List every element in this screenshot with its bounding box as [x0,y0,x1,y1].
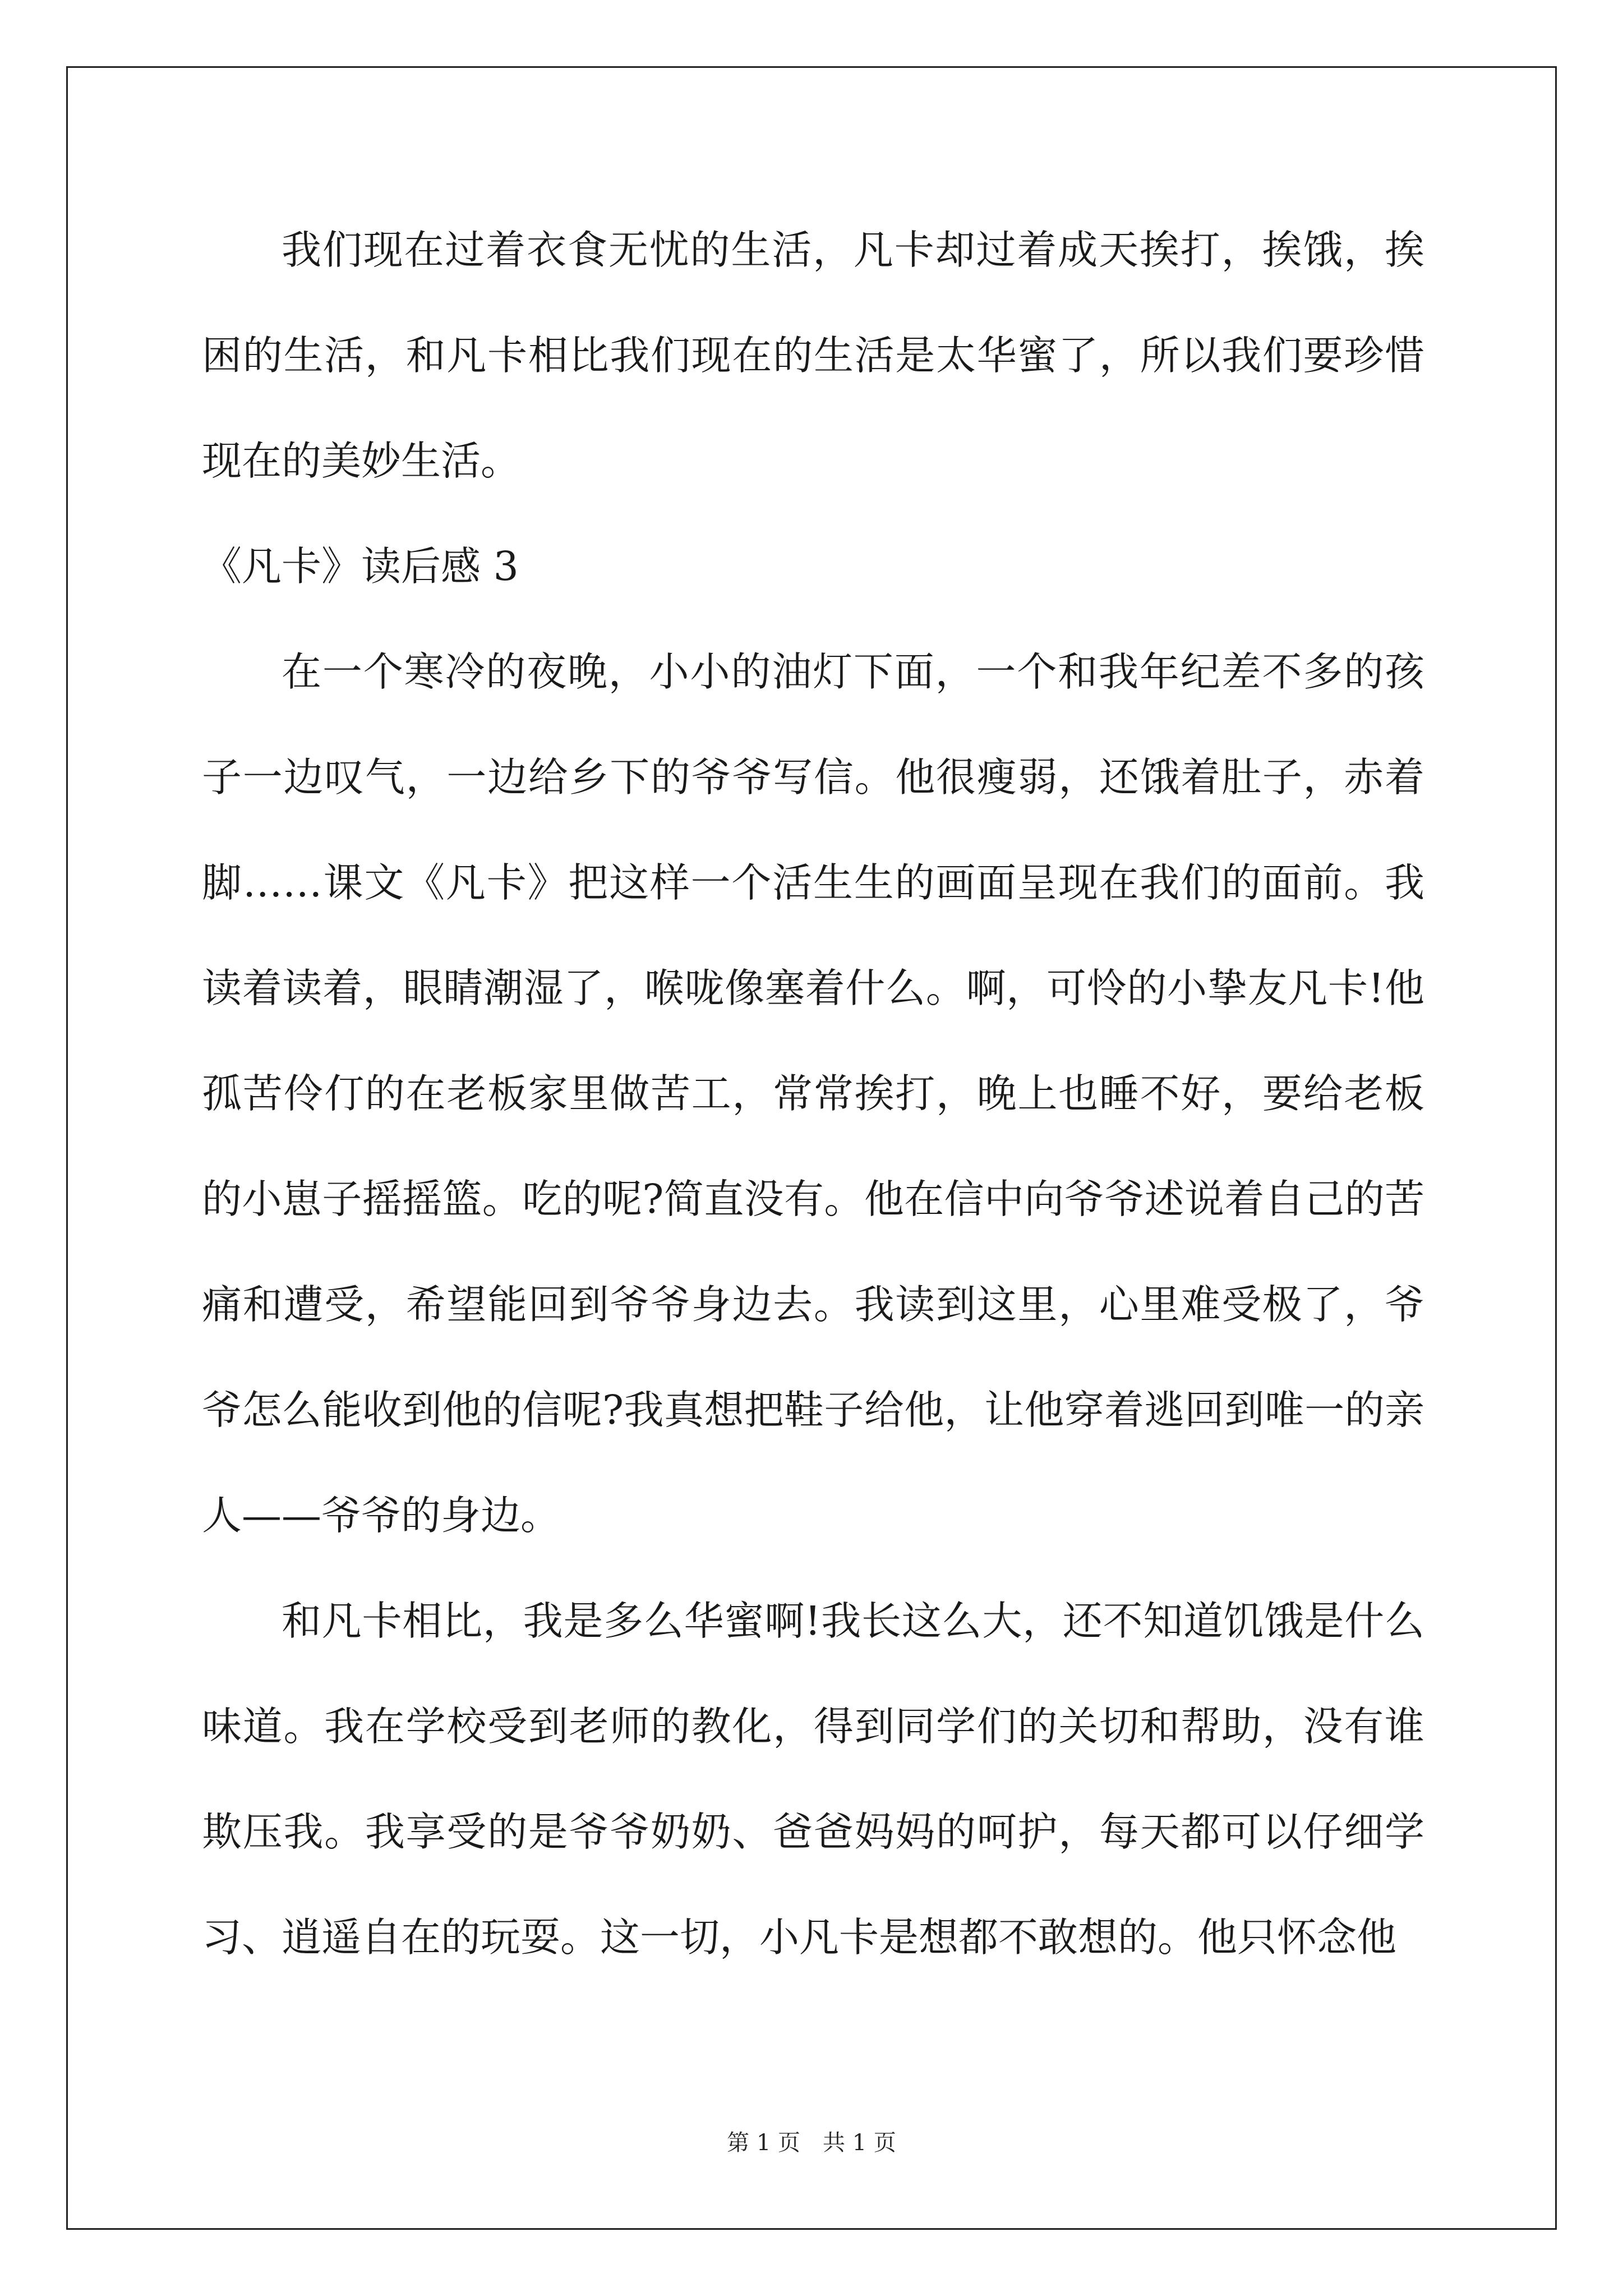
document-body [202,197,1424,1990]
paragraph-1: 我们现在过着衣食无忧的生活，凡卡却过着成天挨打，挨饿，挨困的生活，和凡卡相比我们现在的生活是太华蜜了，所以我们要珍惜现在的美妙生活。 [202,227,1424,484]
page-footer [0,2126,1623,2160]
section-heading: 《凡卡》读后感 3 [202,543,519,590]
page-number: 第 1 页 [727,2130,800,2156]
paragraph-2: 在一个寒冷的夜晚，小小的油灯下面，一个和我年纪差不多的孩子一边叹气，一边给乡下的爷爷写信。他很瘦弱，还饿着肚子，赤着脚……课文《凡卡》把这样一个活生生的画面呈现在我们的面前。我读着读着，眼睛潮湿了，喉咙像塞着什么。啊，可怜的小挚友凡卡!他孤苦伶仃的在老板家里做苦工，常常挨打，晚上也睡不好，要给老板的小崽子摇摇篮。吃的呢?简直没有。他在信中向爷爷述说着自己的苦痛和遭受，希望能回到爷爷身边去。我读到这里，心里难受极了，爷爷怎么能收到他的信呢?我真想把鞋子给他，让他穿着逃回到唯一的亲人——爷爷的身边。 [202,648,1424,1539]
page-total: 共 1 页 [823,2130,896,2156]
paragraph-3: 和凡卡相比，我是多么华蜜啊!我长这么大，还不知道饥饿是什么味道。我在学校受到老师的教化，得到同学们的关切和帮助，没有谁欺压我。我享受的是爷爷奶奶、爸爸妈妈的呵护，每天都可以仔细学习、逍遥自在的玩耍。这一切，小凡卡是想都不敢想的。他只怀念他 [202,1598,1424,1961]
